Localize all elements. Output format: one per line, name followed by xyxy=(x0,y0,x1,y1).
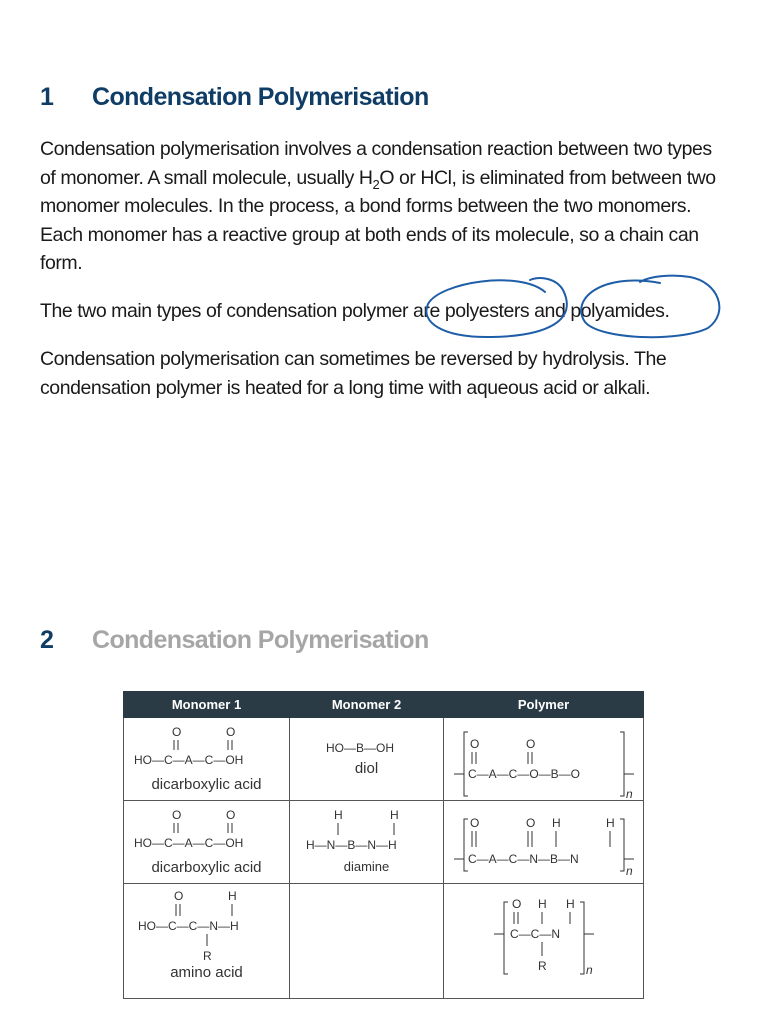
svg-text:H: H xyxy=(606,816,615,830)
polyamino-acid-structure xyxy=(444,884,644,994)
svg-text:O: O xyxy=(172,725,182,739)
svg-text:H: H xyxy=(228,889,237,903)
diamine-structure xyxy=(290,801,444,859)
svg-text:HO—C—A—C—OH: HO—C—A—C—OH xyxy=(134,836,244,850)
paragraph-types: The two main types of condensation polymer are polyesters and polyamides. xyxy=(40,300,670,322)
annotation-circle-polyamides xyxy=(581,276,719,338)
svg-text:H—N—B—N—H: H—N—B—N—H xyxy=(306,838,397,852)
cell-protein xyxy=(444,884,644,999)
paragraph-hydrolysis: Condensation polymerisation can sometimes be reversed by hydrolysis. The condensation polymer is heated for a long time with aqueous acid or alkali. xyxy=(40,348,667,399)
svg-text:O: O xyxy=(226,808,236,822)
svg-text:HO—C—C—N—H: HO—C—C—N—H xyxy=(138,919,239,933)
svg-text:O: O xyxy=(172,808,182,822)
polyamide-structure xyxy=(444,801,644,883)
svg-text:O: O xyxy=(174,889,184,903)
section-2-heading xyxy=(40,626,429,655)
cell-diamine xyxy=(290,801,444,884)
monomer-2-caption: diol xyxy=(354,760,379,777)
header-monomer-1: Monomer 1 xyxy=(124,692,290,718)
svg-text:C—A—C—O—B—O: C—A—C—O—B—O xyxy=(468,767,581,781)
cell-diol xyxy=(290,718,444,801)
polyester-structure xyxy=(444,718,644,800)
svg-text:HO—B—OH: HO—B—OH xyxy=(326,741,395,755)
polymer-table xyxy=(123,691,644,999)
svg-text:HO—C—A—C—OH: HO—C—A—C—OH xyxy=(134,753,244,767)
svg-text:O: O xyxy=(526,816,536,830)
section-title: Condensation Polymerisation xyxy=(92,83,429,111)
svg-text:O: O xyxy=(470,737,480,751)
table-row xyxy=(124,801,644,884)
svg-text:R: R xyxy=(203,949,212,963)
svg-text:n: n xyxy=(586,963,593,977)
svg-text:H: H xyxy=(390,808,399,822)
cell-polyamide xyxy=(444,801,644,884)
svg-text:H: H xyxy=(538,897,547,911)
svg-text:R: R xyxy=(538,959,547,973)
cell-empty xyxy=(290,884,444,999)
dicarboxylic-acid-structure xyxy=(124,718,290,776)
table-row xyxy=(124,718,644,801)
monomer-1-caption: dicarboxylic acid xyxy=(151,859,262,876)
paragraph-intro: Condensation polymerisation involves a condensation reaction between two types of monomer. A small molecule, usually $H_2O$ or HCl, is eliminated from between two monomer molecules. In the process, a bond forms between the two monomers. Each monomer has a reactive group at both ends of its molecule, so a chain can form. xyxy=(40,138,716,274)
section-title: Condensation Polymerisation xyxy=(92,626,429,654)
table-header-row xyxy=(124,692,644,718)
cell-dicarboxylic-acid xyxy=(124,801,290,884)
svg-text:O: O xyxy=(226,725,236,739)
amino-acid-structure xyxy=(124,884,290,968)
annotation-circle-polyesters xyxy=(426,278,566,337)
cell-polyester xyxy=(444,718,644,801)
dicarboxylic-acid-structure xyxy=(124,801,290,859)
svg-text:O: O xyxy=(470,816,480,830)
monomer-1-caption: amino acid xyxy=(170,964,243,981)
section-number: 1 xyxy=(40,83,54,111)
monomer-1-caption: dicarboxylic acid xyxy=(151,776,262,793)
table-row xyxy=(124,884,644,999)
cell-dicarboxylic-acid xyxy=(124,718,290,801)
svg-text:C—C—N: C—C—N xyxy=(510,927,560,941)
svg-text:C—A—C—N—B—N: C—A—C—N—B—N xyxy=(468,852,579,866)
svg-text:H: H xyxy=(566,897,575,911)
svg-text:n: n xyxy=(626,787,633,800)
svg-text:O: O xyxy=(526,737,536,751)
svg-text:O: O xyxy=(512,897,522,911)
cell-amino-acid xyxy=(124,884,290,999)
svg-text:n: n xyxy=(626,864,633,878)
header-monomer-2: Monomer 2 xyxy=(290,692,444,718)
section-number: 2 xyxy=(40,626,54,654)
svg-text:H: H xyxy=(552,816,561,830)
svg-text:H: H xyxy=(334,808,343,822)
header-polymer: Polymer xyxy=(444,692,644,718)
monomer-2-caption: diamine xyxy=(343,859,390,874)
